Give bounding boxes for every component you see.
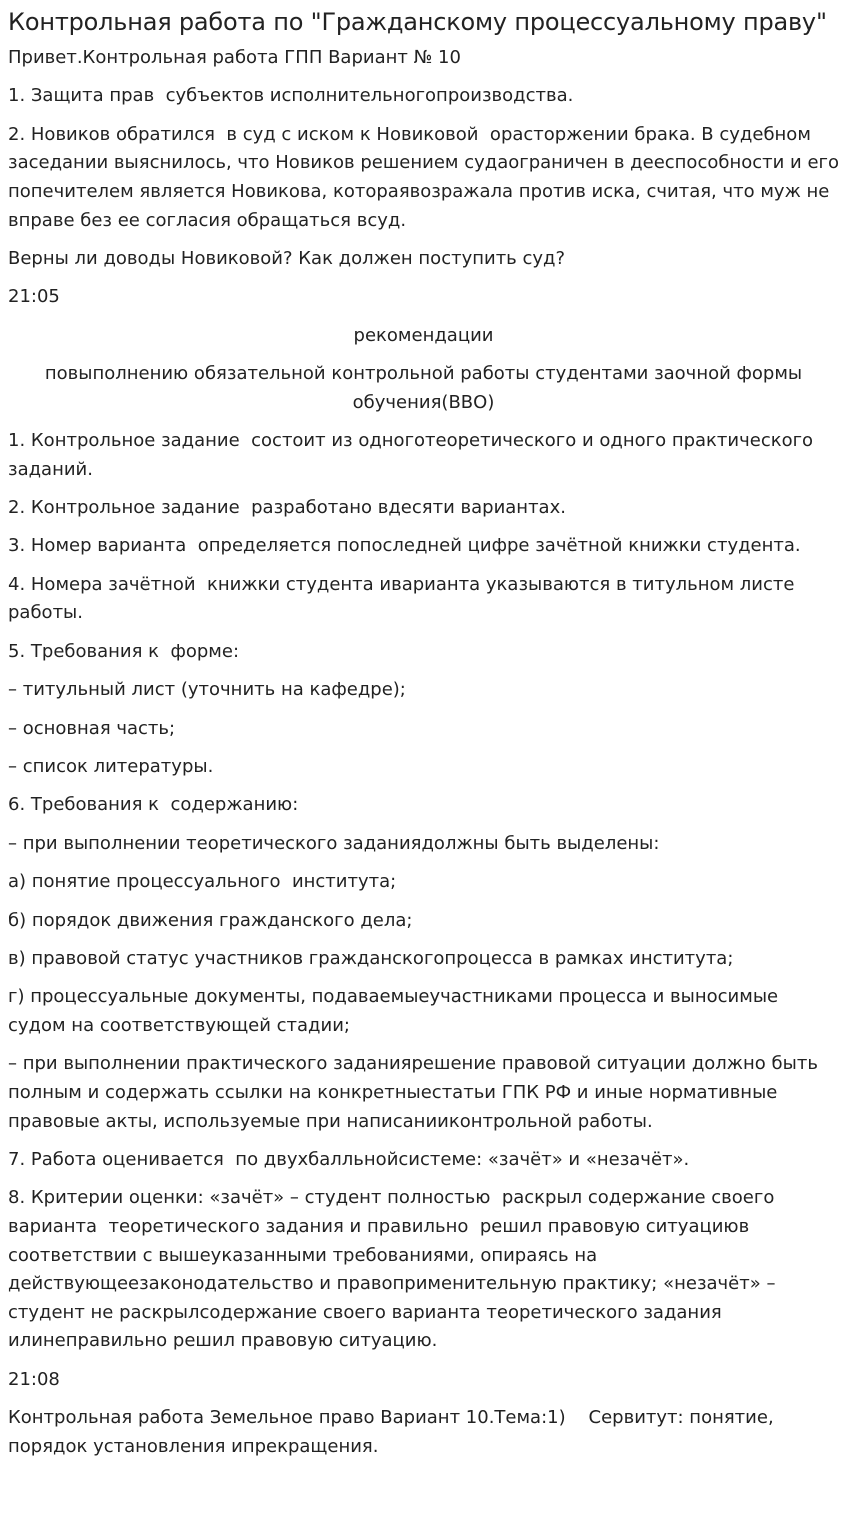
paragraph: 2. Новиков обратился в суд с иском к Новиковой орасторжении брака. В судебном заседании выяснилось, что Новиков решением судаограничен в дееспособности и его попечителем является Новикова, котораявозражала против иска, считая, что муж не вправе без ее согласия обращаться всуд. — [8, 123, 845, 231]
paragraph: – при выполнении практического заданиярешение правовой ситуации должно быть полным и содержать ссылки на конкретныестатьи ГПК РФ и иные нормативные правовые акты, используемые при написанииконтрольной работы. — [8, 1053, 824, 1132]
paragraph: 6. Требования к содержанию: — [8, 794, 299, 816]
paragraph: Контрольная работа Земельное право Вариант 10.Тема:1) Сервитут: понятие, порядок установления ипрекращения. — [8, 1407, 780, 1457]
paragraph: 2. Контрольное задание разработано вдесяти вариантах. — [8, 497, 566, 519]
paragraph: 21:05 — [8, 286, 60, 308]
paragraph: – титульный лист (уточнить на кафедре); — [8, 679, 406, 701]
paragraph: 4. Номера зачётной книжки студента иварианта указываются в титульном листе работы. — [8, 573, 801, 624]
paragraph: в) правовой статус участников гражданскогопроцесса в рамках института; — [8, 947, 734, 969]
paragraph: 5. Требования к форме: — [8, 640, 240, 662]
paragraph: а) понятие процессуального института; — [8, 871, 397, 893]
paragraph: 21:08 — [8, 1368, 60, 1390]
document-body — [8, 44, 845, 1461]
paragraph: – при выполнении теоретического заданиядолжны быть выделены: — [8, 832, 660, 854]
paragraph: 7. Работа оценивается по двухбалльнойсистеме: «зачёт» и «незачёт». — [8, 1148, 690, 1170]
paragraph: 1. Защита прав субъектов исполнительногопроизводства. — [8, 85, 574, 107]
paragraph: г) процессуальные документы, подаваемыеучастниками процесса и выносимые судом на соответствующей стадии; — [8, 986, 784, 1036]
paragraph: – список литературы. — [8, 756, 214, 778]
document-title: Контрольная работа по "Гражданскому процессуальному праву" — [8, 8, 827, 36]
paragraph: рекомендации — [353, 324, 494, 346]
paragraph: 3. Номер варианта определяется попоследней цифре зачётной книжки студента. — [8, 535, 801, 557]
paragraph: 1. Контрольное задание состоит из одноготеоретического и одного практического заданий. — [8, 430, 819, 480]
paragraph: Привет.Контрольная работа ГПП Вариант № 10 — [8, 47, 461, 68]
paragraph: Верны ли доводы Новиковой? Как должен поступить суд? — [8, 247, 566, 269]
paragraph: 8. Критерии оценки: «зачёт» – студент полностью раскрыл содержание своего варианта теоретического задания и правильно решил правовую ситуациюв соответствии с вышеуказанными требованиями, опираясь на действующеезаконодательство и правоприменительную практику; «незачёт» – студент не раскрылсодержание своего варианта теоретического задания илинеправильно решил правовую ситуацию. — [8, 1187, 782, 1352]
paragraph: б) порядок движения гражданского дела; — [8, 909, 413, 931]
paragraph: повыполнению обязательной контрольной работы студентами заочной формы обучения(ВВО) — [44, 363, 808, 413]
paragraph: – основная часть; — [8, 717, 176, 739]
